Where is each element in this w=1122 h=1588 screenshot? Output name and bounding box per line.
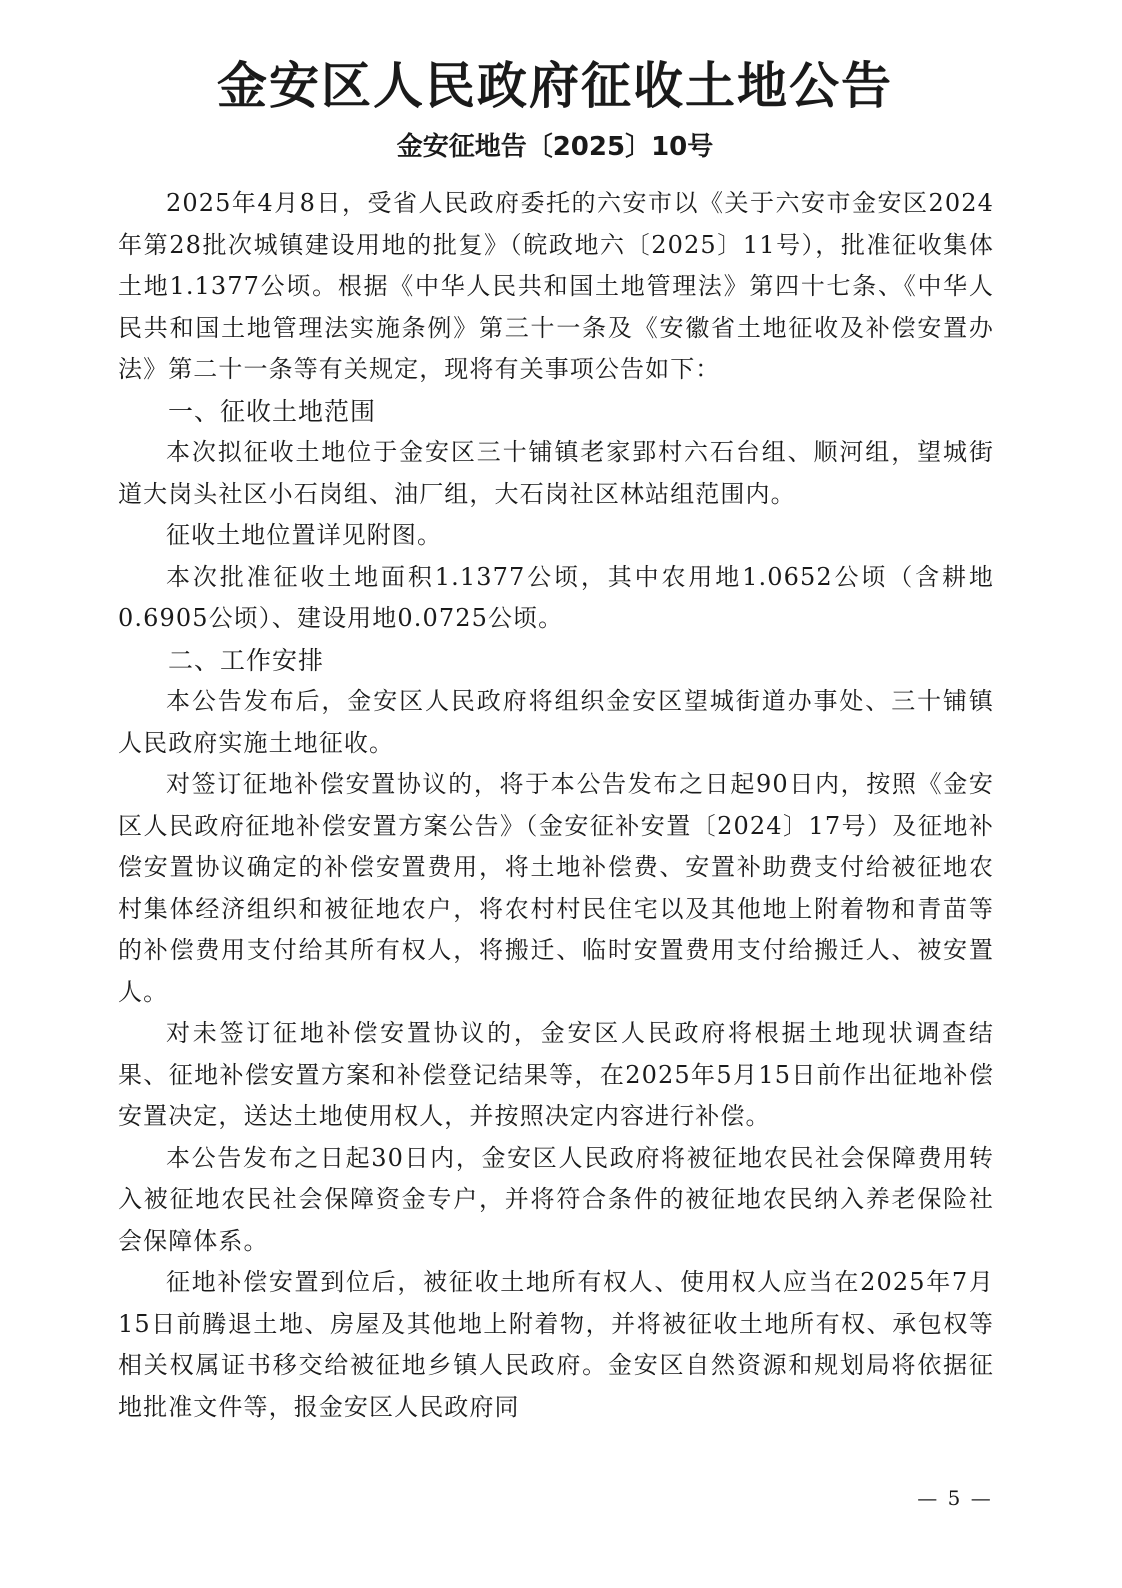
section-heading-work: 二、工作安排 bbox=[168, 645, 325, 675]
document-body bbox=[118, 183, 994, 1428]
paragraph-signed: 对签订征地补偿安置协议的，将于本公告发布之日起90日内，按照《金安区人民政府征地补偿安置方案公告》（金安征补安置〔2024〕17号）及征地补偿安置协议确定的补偿安置费用，将土地补偿费、安置补助费支付给被征地农村集体经济组织和被征地农户，将农村村民住宅以及其他地上附着物和青苗等的补偿费用支付给其所有权人，将搬迁、临时安置费用支付给搬迁人、被安置人。 bbox=[118, 770, 994, 1006]
page-number: — 5 — bbox=[917, 1486, 993, 1510]
paragraph-area: 本次批准征收土地面积1.1377公顷，其中农用地1.0652公顷（含耕地0.6905公顷）、建设用地0.0725公顷。 bbox=[118, 562, 994, 632]
section-heading-scope: 一、征收土地范围 bbox=[168, 396, 377, 426]
paragraph-location: 本次拟征收土地位于金安区三十铺镇老家郢村六石台组、顺河组，望城街道大岗头社区小石岗组、油厂组，大石岗社区林站组范围内。 bbox=[118, 438, 994, 508]
intro-paragraph: 2025年4月8日，受省人民政府委托的六安市以《关于六安市金安区2024年第28批次城镇建设用地的批复》（皖政地六〔2025〕11号），批准征收集体土地1.1377公顷。根据《中华人民共和国土地管理法》第四十七条、《中华人民共和国土地管理法实施条例》第三十一条及《安徽省土地征收及补偿安置办法》第二十一条等有关规定，现将有关事项公告如下： bbox=[118, 189, 994, 383]
document-number: 金安征地告〔2025〕10号 bbox=[396, 132, 714, 162]
paragraph-implementation: 本公告发布后，金安区人民政府将组织金安区望城街道办事处、三十铺镇人民政府实施土地征收。 bbox=[118, 687, 994, 757]
paragraph-unsigned: 对未签订征地补偿安置协议的，金安区人民政府将根据土地现状调查结果、征地补偿安置方案和补偿登记结果等，在2025年5月15日前作出征地补偿安置决定，送达土地使用权人，并按照决定内容进行补偿。 bbox=[118, 1019, 994, 1130]
paragraph-map-note: 征收土地位置详见附图。 bbox=[166, 521, 443, 549]
paragraph-social-security: 本公告发布之日起30日内，金安区人民政府将被征地农民社会保障费用转入被征地农民社会保障资金专户，并将符合条件的被征地农民纳入养老保险社会保障体系。 bbox=[118, 1143, 994, 1255]
paragraph-vacate: 征地补偿安置到位后，被征收土地所有权人、使用权人应当在2025年7月15日前腾退土地、房屋及其他地上附着物，并将被征收土地所有权、承包权等相关权属证书移交给被征地乡镇人民政府。金安区自然资源和规划局将依据征地批准文件等，报金安区人民政府同 bbox=[118, 1268, 994, 1421]
document-title: 金安区人民政府征收土地公告 bbox=[217, 57, 893, 115]
